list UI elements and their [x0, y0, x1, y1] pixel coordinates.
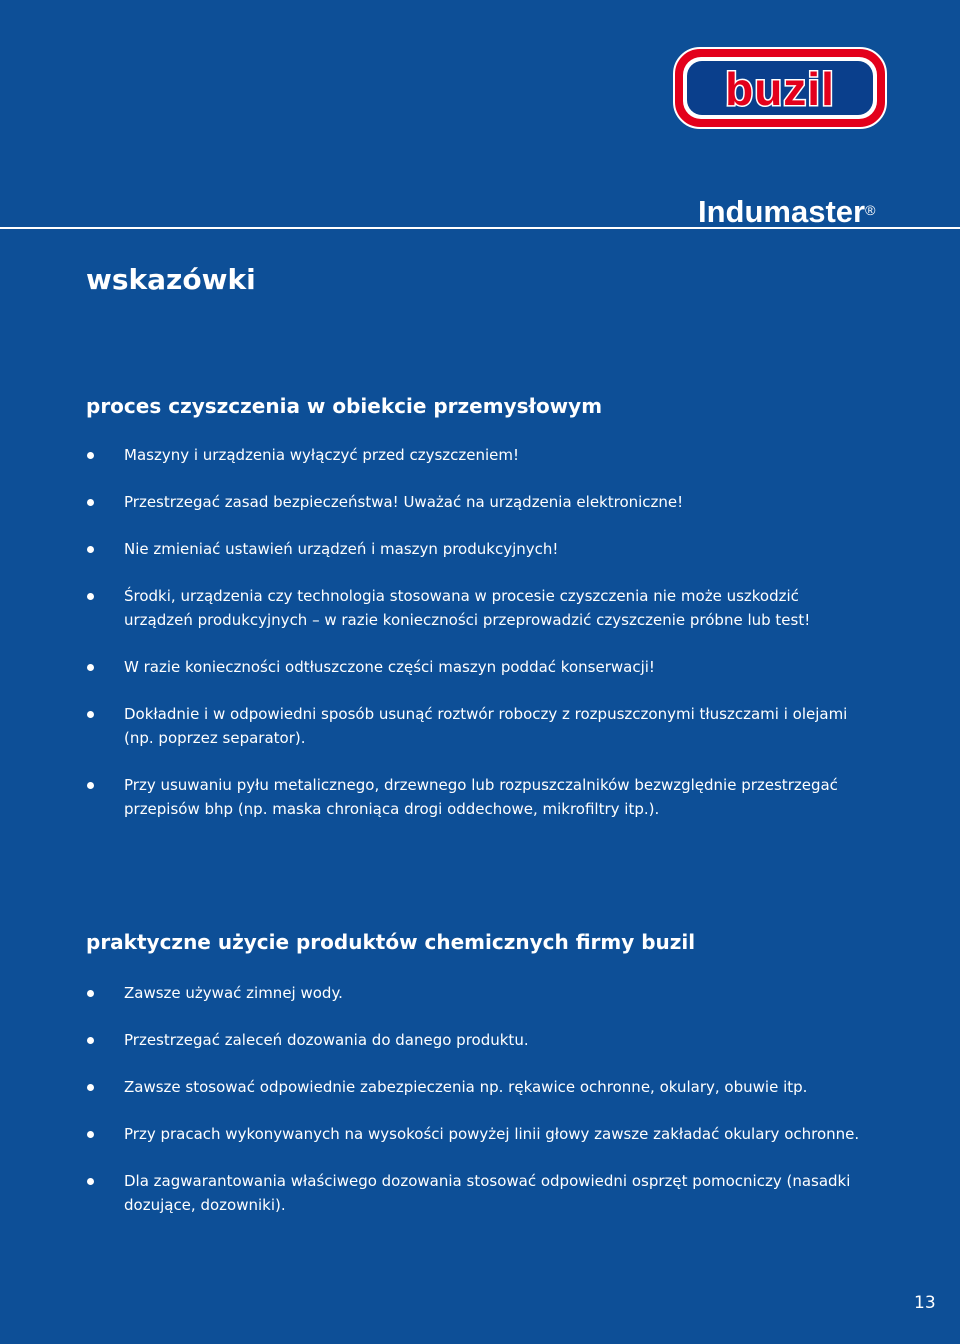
brand-title — [698, 194, 875, 230]
list-item: Maszyny i urządzenia wyłączyć przed czyszczeniem! — [86, 443, 866, 467]
list-item: Środki, urządzenia czy technologia stosowana w procesie czyszczenia nie może uszkodzić urządzeń produkcyjnych – w razie konieczności przeprowadzić czyszczenie próbne lub test! — [86, 584, 866, 632]
list-item: Nie zmieniać ustawień urządzeń i maszyn produkcyjnych! — [86, 537, 866, 561]
section-heading-practical-use: praktyczne użycie produktów chemicznych firmy buzil — [86, 930, 696, 954]
list-item: Dokładnie i w odpowiedni sposób usunąć roztwór roboczy z rozpuszczonymi tłuszczami i olejami (np. poprzez separator). — [86, 702, 866, 750]
list-item: W razie konieczności odtłuszczone części maszyn poddać konserwacji! — [86, 655, 866, 679]
registered-mark: ® — [865, 202, 876, 218]
list-item: Zawsze stosować odpowiednie zabezpieczenia np. rękawice ochronne, okulary, obuwie itp. — [86, 1075, 866, 1099]
practical-use-list — [86, 981, 866, 1240]
list-item: Przestrzegać zaleceń dozowania do danego produktu. — [86, 1028, 866, 1052]
list-item: Zawsze używać zimnej wody. — [86, 981, 866, 1005]
section-heading-industrial-cleaning: proces czyszczenia w obiekcie przemysłowym — [86, 394, 603, 418]
logo-wordmark: buzil — [725, 63, 835, 115]
list-item: Przy pracach wykonywanych na wysokości powyżej linii głowy zawsze zakładać okulary ochronne. — [86, 1122, 866, 1146]
brand-name: Indumaster — [698, 194, 866, 229]
list-item: Dla zagwarantowania właściwego dozowania stosować odpowiedni osprzęt pomocniczy (nasadki dozujące, dozowniki). — [86, 1169, 866, 1217]
list-item: Przy usuwaniu pyłu metalicznego, drzewnego lub rozpuszczalników bezwzględnie przestrzegać przepisów bhp (np. maska chroniąca drogi oddechowe, mikrofiltry itp.). — [86, 773, 866, 821]
buzil-logo — [672, 46, 888, 130]
list-item: Przestrzegać zasad bezpieczeństwa! Uważać na urządzenia elektroniczne! — [86, 490, 866, 514]
page-number: 13 — [914, 1293, 936, 1313]
industrial-cleaning-list — [86, 443, 866, 844]
page-title: wskazówki — [86, 263, 256, 296]
